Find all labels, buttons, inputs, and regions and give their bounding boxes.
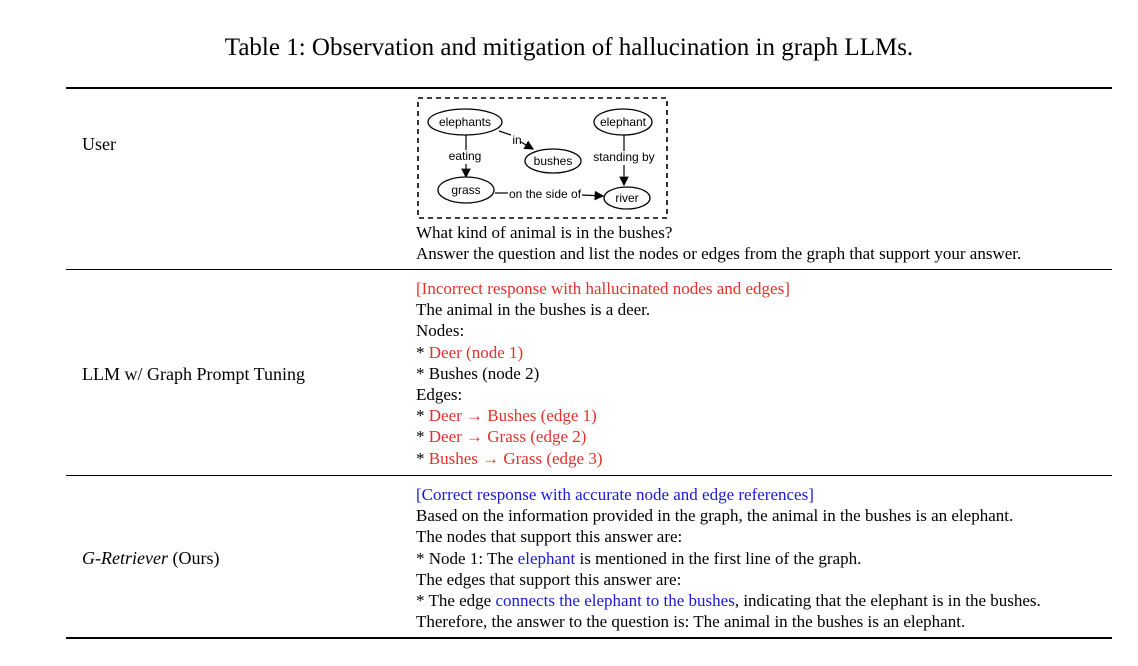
hallucinated-edge-1: Deer → Bushes (edge 1) [428, 406, 597, 426]
row-label-g-retriever: G-Retriever (Ours) [82, 548, 220, 568]
node-line-2: * Bushes (node 2) [416, 363, 540, 383]
edge-label-standing-by: standing by [593, 150, 655, 164]
incorrect-response-tag: [Incorrect response with hallucinated nodes and edges] [416, 279, 790, 298]
node-2-text: Bushes (node 2) [428, 363, 540, 383]
node-label-grass: grass [451, 183, 481, 197]
user-instruction: Answer the question and list the nodes or edges from the graph that support your answer. [416, 244, 1022, 264]
hallucinated-edge-2: Deer → Grass (edge 2) [428, 427, 587, 447]
edge-label-in: in [512, 133, 522, 147]
g-retriever-line-6: Therefore, the answer to the question is: The animal in the bushes is an elephant. [416, 612, 966, 632]
edge-label-eating: eating [448, 149, 482, 163]
g-retriever-line-2: The nodes that support this answer are: [416, 527, 683, 547]
g-retriever-line-1: Based on the information provided in the graph, the animal in the bushes is an elephant. [416, 506, 1014, 526]
highlight-edge: connects the elephant to the bushes [495, 591, 735, 611]
user-question: What kind of animal is in the bushes? [416, 223, 673, 242]
graph-prompt-answer: The animal in the bushes is a deer. [416, 300, 651, 320]
row-divider-2 [66, 475, 1112, 476]
hallucinated-edge-3: Bushes → Grass (edge 3) [428, 448, 603, 468]
edge-line-in-a [499, 131, 511, 135]
node-line-1: * Deer (node 1) [416, 342, 524, 362]
node-label-elephants: elephants [438, 115, 492, 129]
g-retriever-response [416, 484, 1041, 632]
edge-line-1: * Deer → Bushes (edge 1) [416, 406, 597, 426]
edge-line-in-b [521, 142, 533, 149]
table-caption: Table 1: Observation and mitigation of hallucination in graph LLMs. [224, 34, 914, 61]
node-label-bushes: bushes [533, 154, 573, 168]
edge-line-side-b [582, 195, 603, 196]
nodes-header: Nodes: [416, 321, 465, 341]
bottom-rule [66, 637, 1112, 639]
correct-response-tag: [Correct response with accurate node and edge references] [416, 485, 814, 504]
node-label-elephant: elephant [599, 115, 647, 129]
highlight-elephant: elephant [517, 548, 576, 568]
g-retriever-line-3: * Node 1: The elephant is mentioned in the first line of the graph. [416, 548, 862, 568]
row-label-user: User [82, 134, 116, 154]
edges-header: Edges: [416, 385, 463, 405]
g-retriever-line-5: * The edge connects the elephant to the bushes, indicating that the elephant is in the bushes. [416, 591, 1041, 611]
node-label-river: river [615, 191, 639, 205]
edge-line-3: * Bushes → Grass (edge 3) [416, 448, 603, 468]
user-prompt [416, 222, 1021, 264]
row-label-graph-prompt: LLM w/ Graph Prompt Tuning [82, 364, 306, 384]
row-divider-1 [66, 269, 1112, 270]
edge-label-on-the-side-of: on the side of [508, 187, 582, 201]
scene-graph [417, 97, 668, 219]
hallucinated-node-1: Deer (node 1) [428, 342, 524, 362]
edge-line-2: * Deer → Grass (edge 2) [416, 427, 587, 447]
graph-prompt-response [416, 278, 790, 469]
g-retriever-line-4: The edges that support this answer are: [416, 569, 682, 589]
top-rule [66, 87, 1112, 89]
g-retriever-name: G-Retriever [82, 548, 168, 568]
